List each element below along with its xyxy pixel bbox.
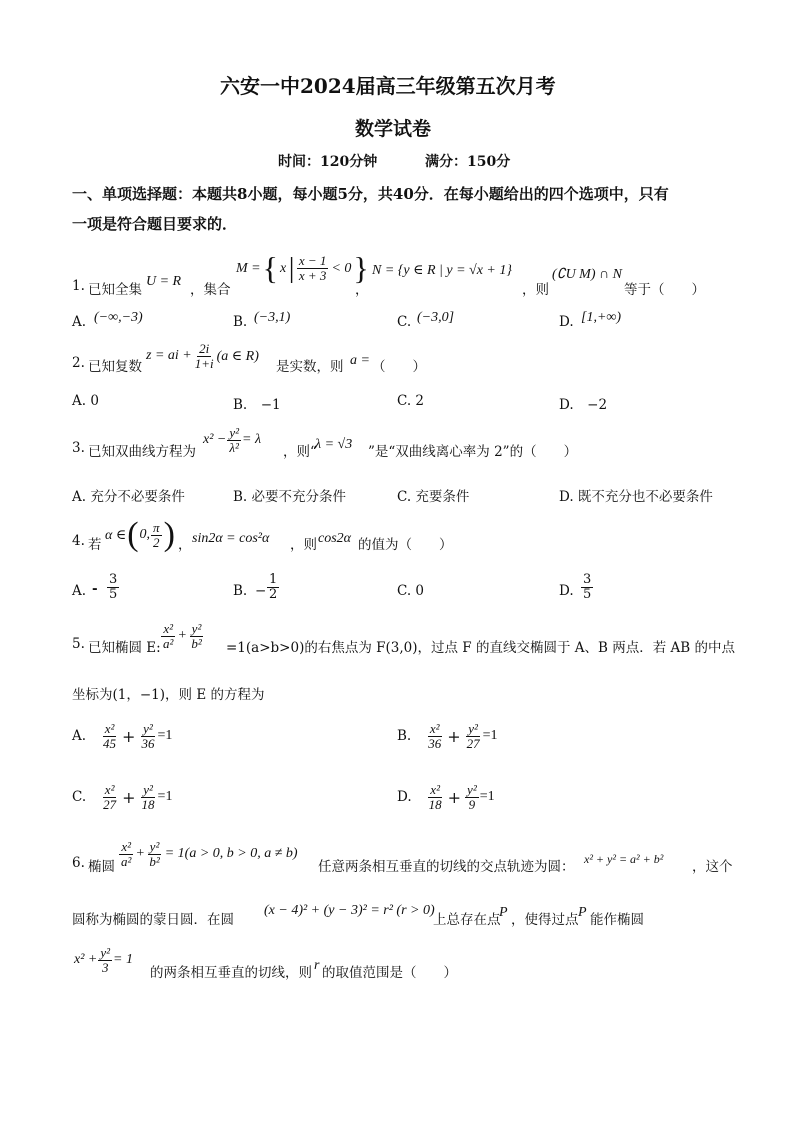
q4-pi: π [153,519,160,535]
q5-option-x2: x² [104,782,115,797]
q5-option-a: 27 [103,796,117,812]
q6-text-j: 的取值范围是（ ） [322,965,457,981]
section-heading-line1: 一、单项选择题：本题共8小题，每小题5分，共40分．在每小题给出的四个选项中，只有 [72,185,669,203]
q1-opt-b: (−3,1) [254,310,291,325]
q6-ellipse2-frac [98,946,112,974]
q5-option-a: 18 [428,796,442,812]
q4-frac [151,521,162,549]
q5-option-label: A. [72,728,87,745]
q1-number: 1. [72,278,85,294]
exam-time: 时间：120分钟 [278,154,378,170]
q5-option-y-frac [465,783,479,811]
q2-opt-a: A. 0 [72,393,99,409]
q3-num: y² [229,425,240,440]
q6-text-g: 能作椭圆 [590,912,644,928]
q6-ellipse2-three: 3 [101,959,109,975]
q2-expression [146,342,259,370]
q6-text-i: 的两条相互垂直的切线，则 [150,965,312,981]
q3-eq: x² − [203,432,227,448]
q6-text-c: ，这个 [692,859,733,875]
q4-text-c: ，则 [290,537,317,553]
q2-number: 2. [72,355,85,371]
q4-opt-b-label: B. [233,583,248,599]
q3-rhs: = λ [242,432,262,448]
q5-option [72,783,172,811]
q2-z: z = ai + [146,348,192,364]
plus-icon: + [447,726,461,746]
q4-cos: cos2α [318,531,352,546]
q3-lambda: λ = √3 [315,437,353,452]
q1-text-b: ，集合 [190,282,231,298]
q5-text-b: =1(a>b>0)的右焦点为 F(3,0)，过点 F 的直线交椭圆于 A、B 两点．若 AB 的中点 [226,640,735,656]
q3-equation [203,426,261,454]
q6-p1: P [499,905,508,920]
q6-text-e: 上总存在点 [433,912,501,928]
plus-icon: + [447,787,462,807]
q1-m-var: x [279,260,287,276]
q4-opt-a-label: A. [72,583,87,599]
q4-opt-d-den: 5 [583,586,592,602]
q5-option-label: D. [397,789,412,806]
q4-opt-d-num: 3 [583,572,592,587]
q1-m-left: M = [236,260,261,276]
q5-option-label: C. [72,789,87,806]
q1-m-num: x − 1 [298,253,327,269]
q4-number: 4. [72,533,85,549]
q5-option-x2: x² [429,721,440,736]
q5-text-c: 坐标为(1，−1)，则 E 的方程为 [72,687,265,703]
q6-ellipse2-rhs: = 1 [113,952,133,968]
q5-number: 5. [72,636,85,652]
q4-int-l: 0, [139,527,151,542]
q6-ellipse2-x: x² + [74,952,98,968]
q5-a2: a² [163,635,174,651]
q1-math-u: U = R [146,274,182,289]
q5-option [72,722,172,750]
q5-option-a: 36 [428,735,442,751]
q2-text-c: （ ） [372,359,426,375]
q5-option-y2: y² [143,721,153,736]
q1-opt-c: (−3,0] [417,310,455,325]
q4-opt-d-frac [580,573,594,601]
q1-opt-d-label: D. [559,314,574,330]
q6-y2: y² [149,839,160,854]
q5-option-x-frac [101,722,118,750]
q5-frac-y [189,622,203,650]
q6-frac-x [119,840,133,868]
q1-opt-c-label: C. [397,314,412,330]
q4-opt-c: C. 0 [397,583,425,599]
q4-opt-a-frac [106,573,120,601]
q5-option-b: 18 [141,796,155,812]
q5-b2: b² [191,635,202,651]
q6-p2: P [578,905,587,920]
bar-icon: | [287,252,295,284]
q3-frac [227,426,241,454]
q5-option-label: B. [397,728,412,745]
q5-option-b: 27 [466,735,480,751]
section-heading-line2: 一项是符合题目要求的． [72,215,238,233]
q5-option-x-frac [101,783,118,811]
q5-option-y2: y² [468,721,478,736]
q5-option-x2: x² [430,782,440,797]
q6-text-a: 椭圆 [88,859,115,875]
q6-text-f: ，使得过点 [511,912,579,928]
q3-text-c: ”是“双曲线离心率为 2”的（ ） [368,444,578,460]
q5-option-y2: y² [143,782,153,797]
q5-ellipse [160,622,205,650]
brace-right-icon: } [353,250,369,286]
paren-right-icon: ) [163,516,175,553]
q6-ellipse [118,840,298,868]
q5-option-b: 9 [468,796,476,812]
q1-opt-a-label: A. [72,314,87,330]
q4-opt-b-num: 1 [269,572,278,587]
q4-text-b: ， [178,537,192,553]
q3-den: λ² [229,439,239,455]
q5-option-rhs: =1 [157,789,173,805]
q4-text-d: 的值为（ ） [358,537,453,553]
plus-icon: + [122,787,136,807]
q5-option-rhs: =1 [482,728,498,744]
q6-x2: x² [121,839,132,854]
q1-m-frac [297,254,329,282]
q5-option [397,783,495,811]
q1-text-d: ，则 [522,282,549,298]
q2-num: 2i [199,341,210,356]
q1-opt-a: (−∞,−3) [94,310,143,325]
q2-text-b: 是实数，则 [276,359,344,375]
q5-option-y-frac [140,783,157,811]
q2-opt-c: C. 2 [397,393,425,409]
q6-cond: = 1(a > 0, b > 0, a ≠ b) [164,846,298,862]
q4-alpha: α ∈ [105,527,127,543]
q4-text-a: 若 [88,537,102,553]
q5-option-rhs: =1 [479,789,495,805]
plus-icon: + [178,628,187,644]
q5-option-y-frac [465,722,482,750]
q4-opt-b-frac [266,573,280,601]
page-title: 六安一中2024届高三年级第五次月考 [220,74,556,98]
q6-ellipse2 [74,946,133,974]
brace-left-icon: { [262,250,278,286]
q4-opt-a-sign: - [92,581,98,597]
q6-b2: b² [149,853,160,869]
q4-opt-d-label: D. [559,583,574,599]
q6-circle2: (x − 4)² + (y − 3)² = r² (r > 0) [264,903,435,918]
q1-text-c: ， [355,282,369,298]
q2-den: 1+i [194,355,214,371]
q1-text-e: 等于（ ） [624,282,705,298]
q1-text-a: 已知全集 [88,282,142,298]
q4-opt-a-den: 5 [109,586,118,602]
q4-interval [105,516,175,554]
plus-icon: + [136,846,145,862]
q6-number: 6. [72,855,85,871]
q5-option-y-frac [139,722,156,750]
q6-circle: x² + y² = a² + b² [584,852,664,866]
q4-opt-b-sign: − [255,583,267,599]
q5-y2: y² [191,621,202,636]
q1-opt-d: [1,+∞) [581,310,622,325]
q1-set-n: N = {y ∈ R | y = √x + 1} [372,263,512,278]
q6-a2: a² [121,853,132,869]
q3-opt-c: C. 充要条件 [397,489,470,505]
q5-text-a: 已知椭圆 E: [88,640,161,656]
q2-opt-d: D. −2 [559,397,608,413]
plus-icon: + [122,726,136,746]
q3-opt-a: A. 充分不必要条件 [72,489,185,505]
q2-frac [193,342,216,370]
q5-option-b: 36 [141,735,155,751]
q1-m-right: < 0 [331,260,352,276]
q5-option-y2: y² [467,782,477,797]
q6-ellipse2-y2: y² [100,945,111,960]
q6-r: r [314,958,320,973]
q4-two: 2 [153,534,160,550]
q2-text-a: 已知复数 [88,359,142,375]
q6-text-b: 任意两条相互垂直的切线的交点轨迹为圆： [318,859,575,875]
q5-frac-x [161,622,175,650]
q5-x2: x² [163,621,174,636]
q2-opt-b: B. −1 [233,397,281,413]
q5-option-x-frac [427,783,444,811]
q3-text-b: ，则“ [283,444,317,460]
q5-option-a: 45 [103,735,117,751]
q6-frac-y [147,840,161,868]
q4-opt-a-num: 3 [109,572,118,587]
q1-set-m [236,250,369,287]
q2-cond: (a ∈ R) [216,348,259,364]
q1-opt-b-label: B. [233,314,248,330]
paren-left-icon: ( [127,516,139,553]
q1-m-den: x + 3 [298,268,327,283]
q3-opt-b: B. 必要不充分条件 [233,489,347,505]
q6-text-d: 圆称为椭圆的蒙日圆．在圆 [72,912,234,928]
q1-complement: (∁U M) ∩ N [552,267,622,282]
q2-a: a = [350,353,370,368]
q3-number: 3. [72,440,85,456]
q3-text-a: 已知双曲线方程为 [88,444,196,460]
q4-equation: sin2α = cos²α [192,531,270,546]
q5-option-x-frac [426,722,443,750]
q5-option-x2: x² [104,721,115,736]
q4-opt-b-den: 2 [269,586,278,602]
q3-opt-d: D. 既不充分也不必要条件 [559,489,713,505]
q5-option-rhs: =1 [157,728,173,744]
q5-option [397,722,498,750]
page-subtitle: 数学试卷 [355,118,432,140]
exam-score: 满分：150分 [425,154,511,170]
